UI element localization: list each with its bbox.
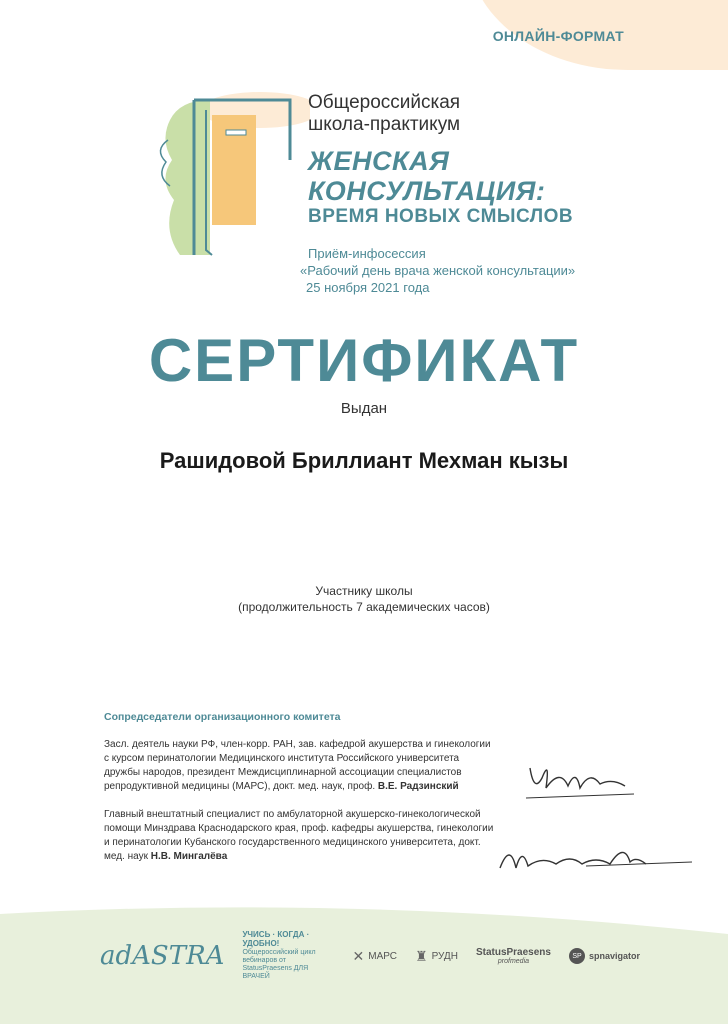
spnavigator-icon: SP	[569, 948, 585, 964]
spnavigator-logo	[569, 948, 640, 964]
online-format-badge: ОНЛАЙН-ФОРМАТ	[492, 28, 624, 44]
school-name-3: ВРЕМЯ НОВЫХ СМЫСЛОВ	[308, 206, 574, 227]
certificate-title: СЕРТИФИКАТ	[148, 327, 580, 394]
committee-member-2	[104, 808, 494, 864]
rudn-icon: ♜	[415, 947, 428, 964]
webinar-cycle-title: УЧИСЬ · КОГДА · УДОБНО!	[242, 930, 310, 948]
mars-label: МАРС	[368, 950, 398, 962]
rudn-logo	[415, 948, 458, 965]
session-date: 25 ноября 2021 года	[306, 280, 430, 295]
mars-logo	[353, 948, 398, 965]
school-line-2: школа-практикум	[308, 114, 461, 135]
signature-1-icon	[520, 748, 640, 808]
statuspraesens-logo	[476, 947, 551, 965]
issued-label: Выдан	[340, 400, 388, 417]
footer-logos	[100, 930, 640, 980]
committee-heading: Сопредседатели организационного комитета	[104, 711, 341, 723]
statuspraesens-label: StatusPraesens	[475, 947, 551, 958]
door-logo-icon	[150, 80, 310, 260]
statuspraesens-sub: profmedia	[497, 958, 530, 965]
adastra-logo: adASTRA	[100, 941, 225, 971]
school-name-1: ЖЕНСКАЯ	[308, 146, 450, 176]
session-title: «Рабочий день врача женской консультации»	[300, 263, 576, 278]
member-1-name: В.Е. Радзинский	[377, 781, 459, 792]
course-duration: (продолжительность 7 академических часов)	[238, 600, 490, 614]
committee-member-1	[104, 738, 494, 794]
session-type: Приём-инфосессия	[308, 246, 426, 261]
school-line-1: Общероссийская	[308, 92, 461, 113]
participant-role: Участнику школы	[315, 584, 413, 598]
webinar-cycle-logo	[242, 931, 334, 981]
member-2-description: Главный внештатный специалист по амбулаторной акушерско-гинекологической помощи Минздрава Краснодарского края, проф. кафедры акушерства, гинекологии и перинатологии Кубанского государственного медицинского университета, докт. мед. наук	[104, 809, 494, 862]
spnavigator-label: spnavigator	[588, 951, 640, 961]
webinar-cycle-subtitle: Общероссийский цикл вебинаров от StatusPraesens ДЛЯ ВРАЧЕЙ	[242, 949, 316, 980]
signature-2-icon	[496, 832, 696, 882]
mars-icon: ✕	[352, 947, 365, 964]
member-1-description: Засл. деятель науки РФ, член-корр. РАН, зав. кафедрой акушерства и гинекологии с курсом перинатологии Медицинского института Российского университета дружбы народов, президент Междисциплинарной ассоциации специалистов репродуктивной медицины (МАРС), докт. мед. наук, проф.	[104, 739, 491, 792]
recipient-name: Рашидовой Бриллиант Мехман кызы	[159, 448, 569, 473]
rudn-label: РУДН	[431, 950, 458, 962]
member-2-name: Н.В. Мингалёва	[150, 851, 228, 862]
school-name-2: КОНСУЛЬТАЦИЯ:	[308, 176, 546, 206]
